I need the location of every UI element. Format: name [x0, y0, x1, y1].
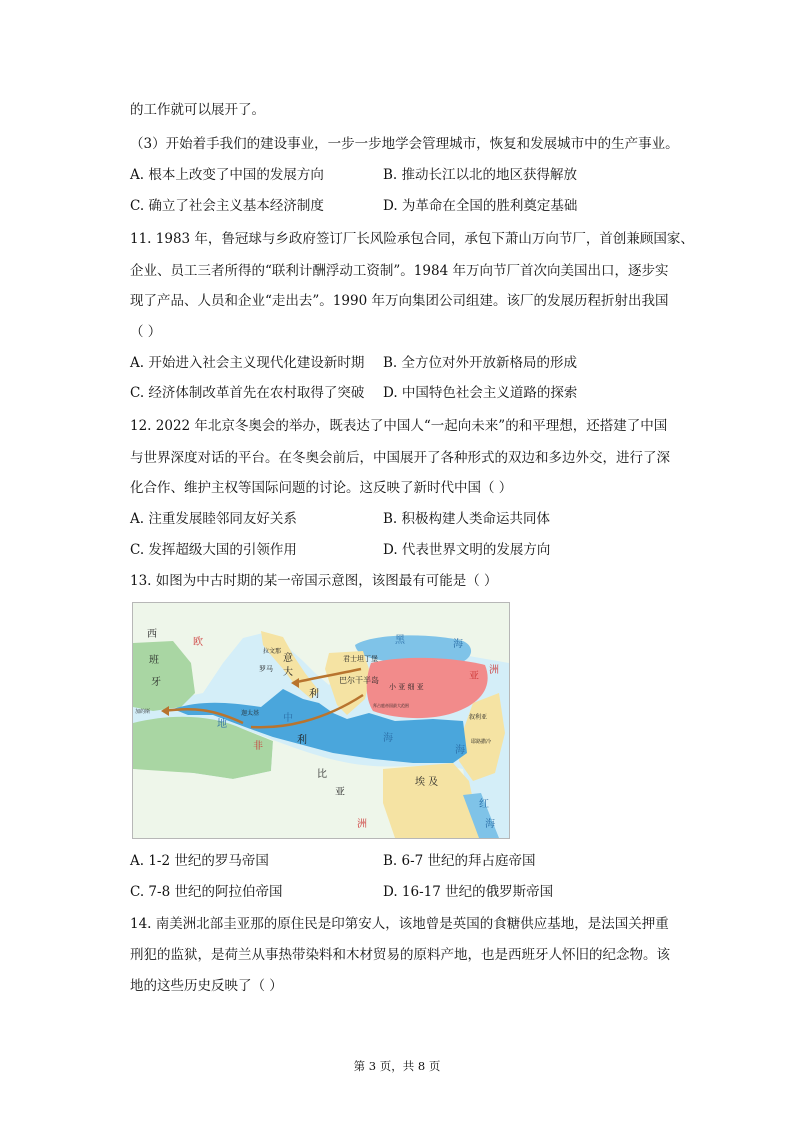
- map-label-rome: 罗马: [259, 665, 273, 673]
- empire-map: [132, 602, 510, 839]
- q10-option-c[interactable]: C. 确立了社会主义基本经济制度: [130, 198, 324, 214]
- q11-answer-blank[interactable]: （ ）: [130, 324, 162, 340]
- map-label-sea: 海: [455, 745, 465, 756]
- map-label-libya: 比: [317, 769, 327, 780]
- q14-stem-line: 地的这些历史反映了（ ）: [130, 978, 283, 994]
- map-label-legend-note: 拜占庭帝国最大范围: [373, 703, 409, 708]
- q13-option-a[interactable]: A. 1-2 世纪的罗马帝国: [130, 853, 269, 869]
- q10-option-a[interactable]: A. 根本上改变了中国的发展方向: [130, 167, 324, 183]
- map-label-africa: 洲: [357, 819, 367, 830]
- q11-option-d[interactable]: D. 中国特色社会主义道路的探索: [383, 385, 578, 401]
- map-label-libya: 利: [297, 735, 307, 746]
- map-label-black-sea: 海: [453, 639, 463, 650]
- map-label-libya: 亚: [335, 787, 345, 798]
- q12-stem-line: 与世界深度对话的平台。在冬奥会前后，中国展开了各种形式的双边和多边外交，进行了深: [130, 450, 670, 466]
- map-label-africa: 非: [253, 741, 263, 752]
- q11-stem-line: 现了产品、人员和企业“走出去”。1990 年万向集团公司组建。该厂的发展历程折射出我国: [130, 293, 669, 309]
- q12-option-a[interactable]: A. 注重发展睦邻同友好关系: [130, 511, 297, 527]
- continued-text-line: 的工作就可以展开了。: [130, 102, 265, 118]
- map-label-black-sea: 黑: [395, 635, 405, 646]
- q12-option-d[interactable]: D. 代表世界文明的发展方向: [383, 542, 551, 558]
- map-label-asia: 亚: [469, 671, 479, 682]
- map-label-red-sea: 红: [479, 799, 489, 810]
- q11-option-b[interactable]: B. 全方位对外开放新格局的形成: [383, 355, 578, 371]
- q10-option-d[interactable]: D. 为革命在全国的胜利奠定基础: [383, 198, 578, 214]
- map-label-balkan: 巴尔干半岛: [339, 676, 379, 685]
- map-label-europe: 洲: [489, 665, 499, 676]
- q11-stem-line: 11. 1983 年，鲁冠球与乡政府签订厂长风险承包合同，承包下萧山万向节厂，首创兼顾国家、: [130, 231, 694, 247]
- map-label-jerusalem: 耶路撒冷: [471, 739, 492, 745]
- q14-stem-line: 刑犯的监狱，是荷兰从事热带染料和木材贸易的原料产地，也是西班牙人怀旧的纪念物。该: [130, 947, 670, 963]
- map-label-mediterranean: 海: [383, 733, 393, 744]
- map-label-italy: 大: [283, 667, 293, 678]
- map-label-mediterranean: 地: [217, 719, 227, 730]
- question-10-item-3: （3）开始着手我们的建设事业，一步一步地学会管理城市，恢复和发展城市中的生产事业。: [130, 136, 679, 152]
- map-label-cadiz: 加的斯: [135, 709, 151, 715]
- map-label-ravenna: 拉文那: [263, 648, 282, 655]
- map-label-constantinople: 君士坦丁堡: [343, 655, 378, 663]
- q13-option-c[interactable]: C. 7-8 世纪的阿拉伯帝国: [130, 884, 283, 900]
- q12-stem-line: 12. 2022 年北京冬奥会的举办，既表达了中国人“一起向未来”的和平理想，还搭建了中国: [130, 418, 668, 434]
- q11-stem-line: 企业、员工三者所得的“联利计酬浮动工资制”。1984 年万向节厂首次向美国出口，逐步实: [130, 263, 669, 279]
- q12-option-c[interactable]: C. 发挥超级大国的引领作用: [130, 542, 297, 558]
- map-label-spain: 西: [147, 629, 157, 640]
- map-label-mediterranean: 中: [283, 713, 293, 724]
- q13-option-b[interactable]: B. 6-7 世纪的拜占庭帝国: [383, 853, 536, 869]
- q10-option-b[interactable]: B. 推动长江以北的地区获得解放: [383, 167, 578, 183]
- map-label-spain: 班: [149, 655, 159, 666]
- map-label-italy: 利: [309, 689, 319, 700]
- q13-stem-line: 13. 如图为中古时期的某一帝国示意图，该图最有可能是（ ）: [130, 573, 498, 589]
- map-label-syria: 叙利亚: [469, 714, 488, 721]
- q11-option-c[interactable]: C. 经济体制改革首先在农村取得了突破: [130, 385, 365, 401]
- q13-option-d[interactable]: D. 16-17 世纪的俄罗斯帝国: [383, 884, 554, 900]
- q14-stem-line: 14. 南美洲北部圭亚那的原住民是印第安人，该地曾是英国的食糖供应基地，是法国关押重: [130, 916, 669, 932]
- map-label-asia-minor: 小 亚 细 亚: [389, 683, 424, 691]
- map-label-egypt: 埃 及: [415, 777, 439, 788]
- page-footer: 第 3 页，共 8 页: [353, 1059, 441, 1073]
- q12-stem-line: 化合作、维护主权等国际问题的讨论。这反映了新时代中国（ ）: [130, 480, 513, 496]
- q11-option-a[interactable]: A. 开始进入社会主义现代化建设新时期: [130, 355, 365, 371]
- map-label-italy: 意: [283, 653, 293, 664]
- map-label-carthage: 迦太基: [241, 710, 260, 717]
- map-label-spain: 牙: [151, 677, 161, 688]
- map-label-red-sea: 海: [485, 819, 495, 830]
- map-label-europe: 欧: [193, 637, 203, 648]
- q12-option-b[interactable]: B. 积极构建人类命运共同体: [383, 511, 551, 527]
